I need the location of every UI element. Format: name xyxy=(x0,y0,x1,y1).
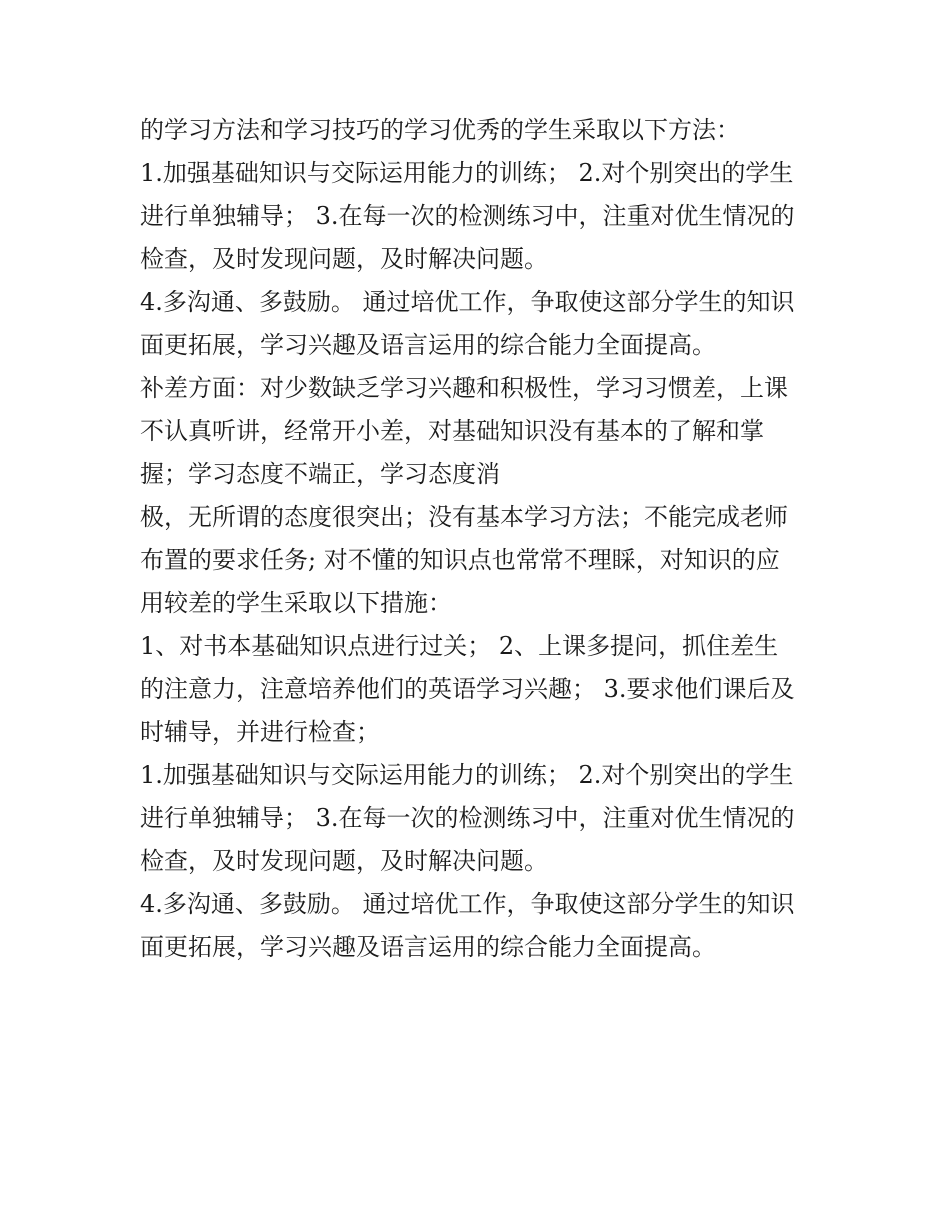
text-line: 4.多沟通、多鼓励。 通过培优工作，争取使这部分学生的知识 xyxy=(140,890,795,918)
text-line: 面更拓展，学习兴趣及语言运用的综合能力全面提高。 xyxy=(140,331,716,359)
text-line: 时辅导，并进行检查； xyxy=(140,718,380,746)
text-line: 1.加强基础知识与交际运用能力的训练； 2.对个别突出的学生 xyxy=(140,159,794,187)
text-line: 面更拓展，学习兴趣及语言运用的综合能力全面提高。 xyxy=(140,933,716,961)
text-line: 检查，及时发现问题，及时解决问题。 xyxy=(140,245,548,273)
text-line: 布置的要求任务; 对不懂的知识点也常常不理睬，对知识的应 xyxy=(140,546,780,574)
text-line: 1.加强基础知识与交际运用能力的训练； 2.对个别突出的学生 xyxy=(140,761,794,789)
text-line: 用较差的学生采取以下措施： xyxy=(140,589,452,617)
text-line: 握；学习态度不端正，学习态度消 xyxy=(140,460,500,488)
text-line: 极，无所谓的态度很突出；没有基本学习方法；不能完成老师 xyxy=(140,503,788,531)
text-line: 补差方面：对少数缺乏学习兴趣和积极性，学习习惯差，上课 xyxy=(140,374,788,402)
text-line: 进行单独辅导； 3.在每一次的检测练习中，注重对优生情况的 xyxy=(140,202,795,230)
text-line: 的学习方法和学习技巧的学习优秀的学生采取以下方法： xyxy=(140,116,740,144)
text-line: 进行单独辅导； 3.在每一次的检测练习中，注重对优生情况的 xyxy=(140,804,795,832)
text-line: 检查，及时发现问题，及时解决问题。 xyxy=(140,847,548,875)
body-text xyxy=(140,109,820,969)
text-line: 1、对书本基础知识点进行过关； 2、上课多提问，抓住差生 xyxy=(140,632,779,660)
text-line: 4.多沟通、多鼓励。 通过培优工作，争取使这部分学生的知识 xyxy=(140,288,795,316)
text-line: 不认真听讲，经常开小差，对基础知识没有基本的了解和掌 xyxy=(140,417,764,445)
text-line: 的注意力，注意培养他们的英语学习兴趣； 3.要求他们课后及 xyxy=(140,675,795,703)
